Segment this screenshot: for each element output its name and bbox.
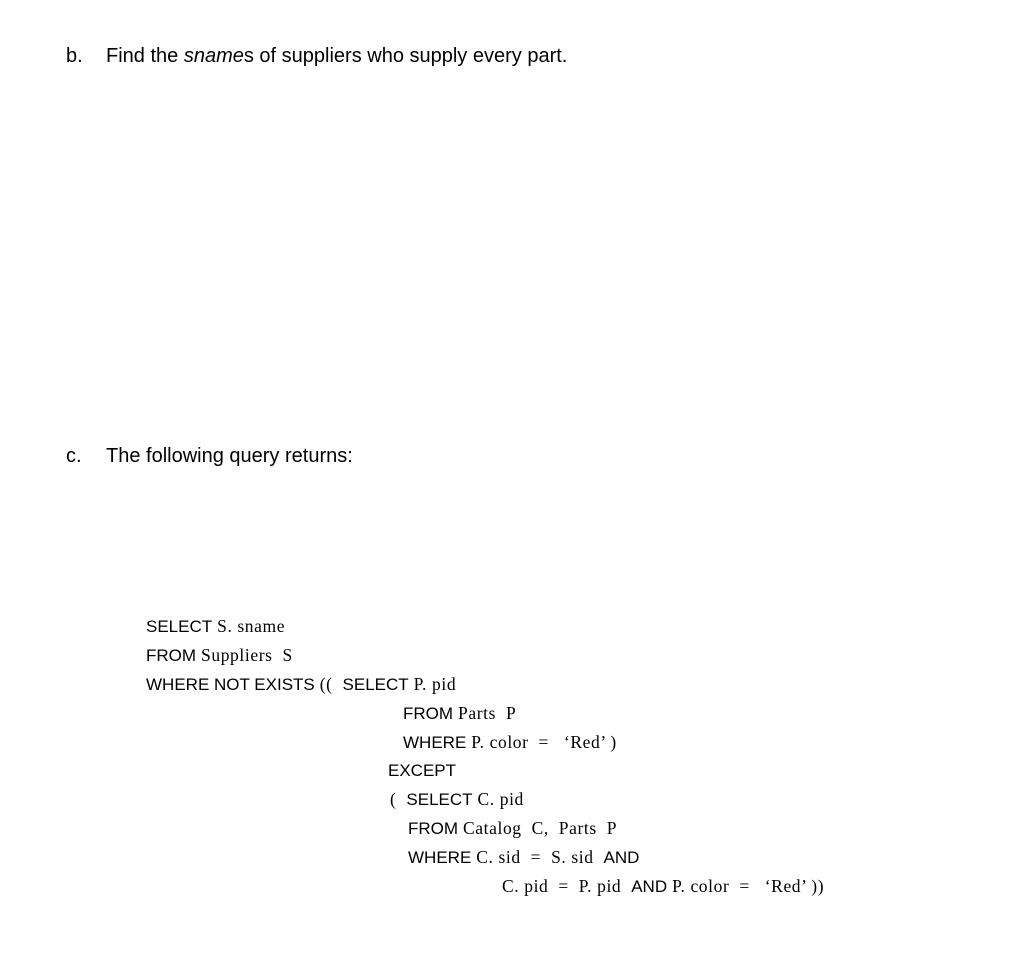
question-c-letter: c. xyxy=(66,445,82,467)
sql-keyword: SELECT xyxy=(146,617,213,636)
sql-line-6 xyxy=(388,760,456,782)
sql-line-2 xyxy=(146,644,293,667)
question-b-letter: b. xyxy=(66,45,83,67)
sql-line-4 xyxy=(403,702,516,725)
sql-text: C. pid = P. pid xyxy=(502,876,632,896)
sql-text: ( xyxy=(390,789,407,809)
sql-text: C. sid = S. sid xyxy=(471,847,604,867)
sql-keyword: FROM xyxy=(403,704,454,723)
question-b-text xyxy=(106,44,567,68)
sql-text: C. pid xyxy=(472,789,524,809)
sql-line-3 xyxy=(146,673,456,696)
sql-keyword: FROM xyxy=(146,646,197,665)
sql-text: (( xyxy=(314,674,343,694)
question-b-text-italic: sname xyxy=(183,45,244,67)
sql-keyword: WHERE xyxy=(408,848,472,867)
sql-line-8 xyxy=(408,817,617,840)
sql-keyword: WHERE NOT EXISTS xyxy=(146,675,315,694)
sql-text: P. color = ‘Red’ ) xyxy=(466,732,617,752)
sql-keyword: SELECT xyxy=(342,675,409,694)
sql-keyword: WHERE xyxy=(403,733,467,752)
sql-line-5 xyxy=(403,731,617,754)
question-b-text-before: Find the xyxy=(106,45,184,67)
question-c-text: The following query returns: xyxy=(106,445,353,467)
sql-line-1 xyxy=(146,615,285,638)
sql-text: P. color = ‘Red’ )) xyxy=(667,876,825,896)
sql-line-10 xyxy=(502,875,824,898)
sql-keyword: AND xyxy=(603,848,640,867)
sql-line-7 xyxy=(390,788,524,811)
sql-text: Catalog C, Parts P xyxy=(458,818,618,838)
sql-line-9 xyxy=(408,846,639,869)
sql-text: Parts P xyxy=(453,703,517,723)
sql-text: Suppliers S xyxy=(196,645,293,665)
sql-keyword: AND xyxy=(631,877,668,896)
question-b-text-after: s of suppliers who supply every part. xyxy=(243,45,568,67)
sql-text: P. pid xyxy=(408,674,457,694)
sql-keyword: SELECT xyxy=(406,790,473,809)
sql-text: S. sname xyxy=(212,616,286,636)
sql-keyword: FROM xyxy=(408,819,459,838)
sql-keyword: EXCEPT xyxy=(388,761,457,780)
